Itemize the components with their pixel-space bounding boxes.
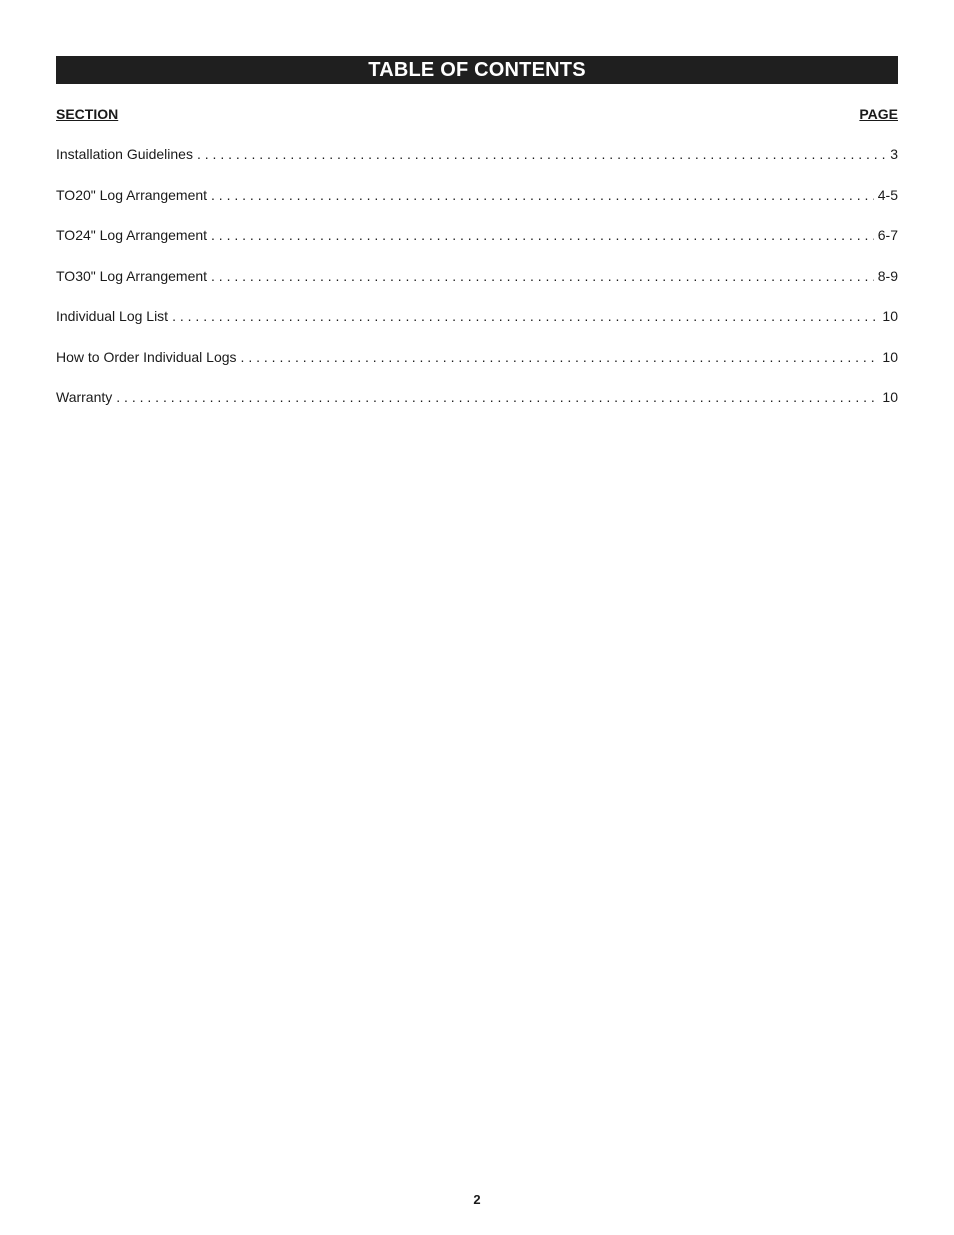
toc-entry-to24-log-arrangement[interactable] (56, 227, 898, 268)
toc-entry-title: TO20" Log Arrangement (56, 186, 208, 203)
table-of-contents (56, 146, 898, 430)
toc-entry-how-to-order-individual-logs[interactable] (56, 349, 898, 390)
toc-entry-to20-log-arrangement[interactable] (56, 187, 898, 228)
section-column-label: SECTION (56, 106, 119, 122)
toc-entry-page: 3 (890, 146, 898, 162)
toc-entry-page: 10 (882, 389, 898, 405)
toc-entry-title: TO24" Log Arrangement (56, 227, 208, 243)
toc-entry-title: Individual Log List (56, 308, 169, 324)
toc-entry-page: 6-7 (877, 227, 898, 243)
dot-leader (211, 268, 874, 284)
dot-leader (241, 349, 879, 365)
toc-entry-individual-log-list[interactable] (56, 308, 898, 349)
dot-leader (197, 146, 886, 162)
page-number: 2 (473, 1192, 481, 1207)
dot-leader (211, 187, 874, 203)
toc-entry-installation-guidelines[interactable] (56, 146, 898, 187)
toc-entry-page: 8-9 (877, 267, 898, 284)
toc-entry-title: TO30" Log Arrangement (56, 267, 208, 284)
toc-entry-page: 4-5 (877, 186, 898, 203)
toc-entry-warranty[interactable] (56, 389, 898, 430)
toc-entry-title: Warranty (56, 389, 113, 405)
dot-leader (211, 227, 874, 243)
toc-entry-title: How to Order Individual Logs (56, 348, 237, 365)
toc-entry-page: 10 (882, 348, 898, 365)
dot-leader (172, 308, 878, 324)
page-column-label: PAGE (859, 106, 898, 122)
toc-entry-to30-log-arrangement[interactable] (56, 268, 898, 309)
column-headers (56, 106, 898, 126)
page-title: TABLE OF CONTENTS (56, 56, 898, 84)
dot-leader (116, 389, 878, 405)
toc-entry-page: 10 (882, 308, 898, 324)
toc-entry-title: Installation Guidelines (56, 146, 193, 162)
